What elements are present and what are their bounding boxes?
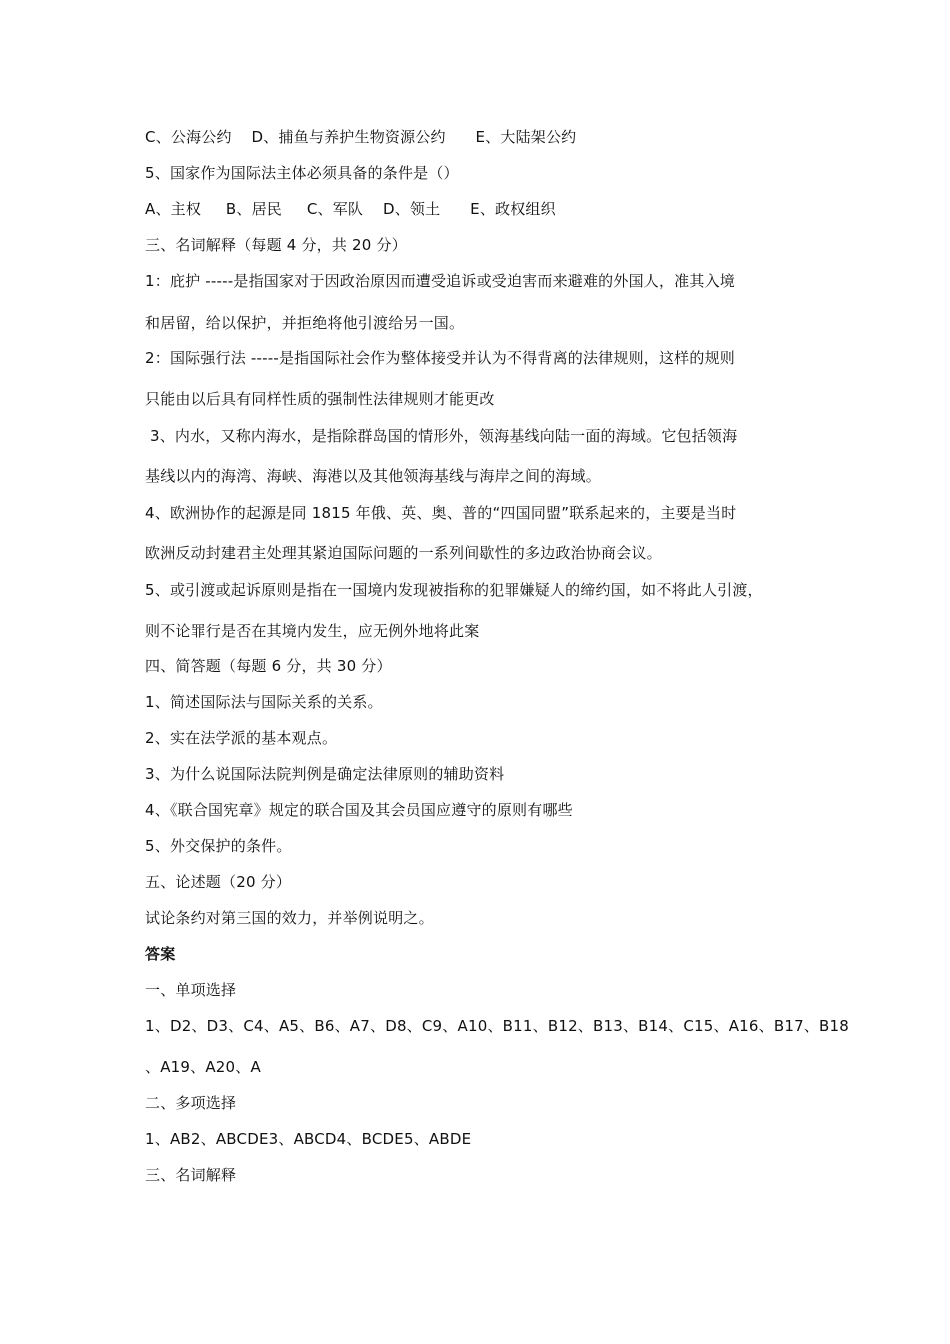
term-4-line-2: 欧洲反动封建君主处理其紧迫国际问题的一系列间歇性的多边政治协商会议。 bbox=[145, 544, 662, 562]
short-question-3: 3、为什么说国际法院判例是确定法律原则的辅助资料 bbox=[145, 765, 505, 783]
answers-single-choice-line-1: 1、D2、D3、C4、A5、B6、A7、D8、C9、A10、B11、B12、B13、B14、C15、A16、B17、B18 bbox=[145, 1017, 850, 1035]
answers-single-choice-heading: 一、单项选择 bbox=[145, 981, 237, 999]
term-1-line-1: 1：庇护 -----是指国家对于因政治原因而遭受追诉或受迫害而来避难的外国人，准其入境 bbox=[145, 272, 735, 290]
option-line-c-d-e: C、公海公约 D、捕鱼与养护生物资源公约 E、大陆架公约 bbox=[145, 128, 577, 146]
term-3-line-2: 基线以内的海湾、海峡、海港以及其他领海基线与海岸之间的海域。 bbox=[145, 467, 602, 485]
short-question-1: 1、简述国际法与国际关系的关系。 bbox=[145, 693, 383, 711]
term-5-line-1: 5、或引渡或起诉原则是指在一国境内发现被指称的犯罪嫌疑人的缔约国，如不将此人引渡， bbox=[145, 581, 763, 599]
short-question-5: 5、外交保护的条件。 bbox=[145, 837, 292, 855]
short-question-4: 4、《联合国宪章》规定的联合国及其会员国应遵守的原则有哪些 bbox=[145, 801, 573, 819]
question-5-options: A、主权 B、居民 C、军队 D、领土 E、政权组织 bbox=[145, 200, 556, 218]
section-5-heading: 五、论述题（20 分） bbox=[145, 873, 292, 891]
term-4-line-1: 4、欧洲协作的起源是同 1815 年俄、英、奥、普的“四国同盟”联系起来的，主要是当时 bbox=[145, 504, 737, 522]
term-3-line-1: 3、内水，又称内海水，是指除群岛国的情形外，领海基线向陆一面的海域。它包括领海 bbox=[145, 427, 738, 445]
answers-single-choice-line-2: 、A19、A20、A bbox=[145, 1058, 261, 1076]
term-1-line-2: 和居留，给以保护，并拒绝将他引渡给另一国。 bbox=[145, 314, 465, 332]
section-3-heading: 三、名词解释（每题 4 分，共 20 分） bbox=[145, 236, 407, 254]
answers-multi-choice-line: 1、AB2、ABCDE3、ABCD4、BCDE5、ABDE bbox=[145, 1130, 472, 1148]
answers-terms-heading: 三、名词解释 bbox=[145, 1166, 237, 1184]
term-2-line-2: 只能由以后具有同样性质的强制性法律规则才能更改 bbox=[145, 390, 495, 408]
essay-question: 试论条约对第三国的效力，并举例说明之。 bbox=[145, 909, 434, 927]
section-4-heading: 四、简答题（每题 6 分，共 30 分） bbox=[145, 657, 392, 675]
term-2-line-1: 2：国际强行法 -----是指国际社会作为整体接受并认为不得背离的法律规则，这样的规则 bbox=[145, 349, 735, 367]
term-5-line-2: 则不论罪行是否在其境内发生，应无例外地将此案 bbox=[145, 622, 480, 640]
short-question-2: 2、实在法学派的基本观点。 bbox=[145, 729, 338, 747]
question-5: 5、国家作为国际法主体必须具备的条件是（） bbox=[145, 164, 459, 182]
answers-multi-choice-heading: 二、多项选择 bbox=[145, 1094, 237, 1112]
answers-heading: 答案 bbox=[145, 945, 176, 963]
